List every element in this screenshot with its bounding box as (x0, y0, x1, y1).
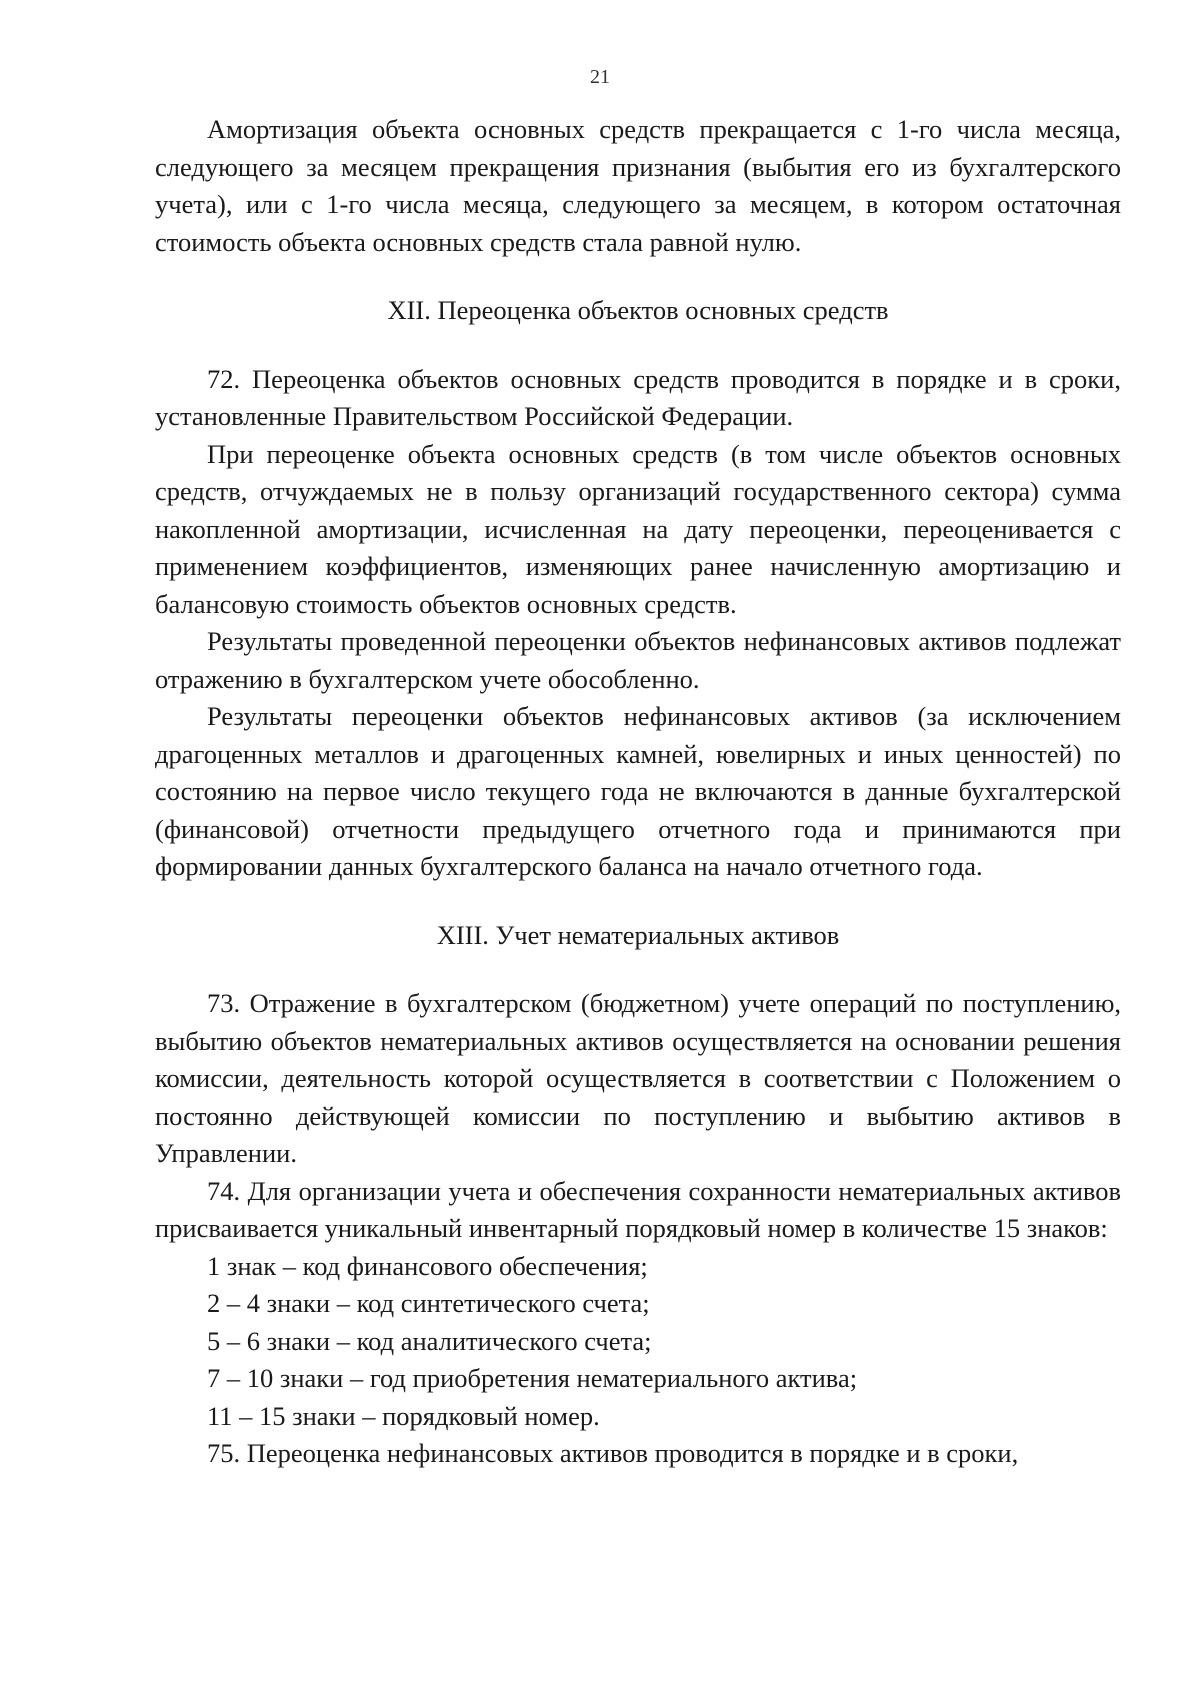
document-body (155, 111, 1121, 1473)
paragraph-72: 72. Переоценка объектов основных средств проводится в порядке и в сроки, установленные Правительством Российской Федерации. (155, 363, 1121, 431)
paragraph-73: 73. Отражение в бухгалтерском (бюджетном) учете операций по поступлению, выбытию объектов нематериальных активов осуществляется на основании решения комиссии, деятельность которой осуществляется в соответствии с Положением о постоянно действующей комиссии по поступлению и выбытию активов в Управлении. (155, 988, 1121, 1168)
paragraph-72-results-reporting: Результаты переоценки объектов нефинансовых активов (за исключением драгоценных металлов и драгоценных камней, ювелирных и иных ценностей) по состоянию на первое число текущего года не включаются в данные бухгалтерской (финансовой) отчетности предыдущего отчетного года и принимаются при формировании данных бухгалтерского баланса на начало отчетного года. (155, 701, 1121, 881)
section-heading-xiii: XIII. Учет нематериальных активов (436, 919, 840, 950)
paragraph-75: 75. Переоценка нефинансовых активов проводится в порядке и в сроки, (207, 1438, 1019, 1468)
list-item: 5 – 6 знаки – код аналитического счета; (207, 1325, 652, 1356)
paragraph-72-revaluation-depreciation: При переоценке объекта основных средств (в том числе объектов основных средств, отчуждаемых не в пользу организаций государственного сектора) сумма накопленной амортизации, исчисленная на дату переоценки, переоценивается с применением коэффициентов, изменяющих ранее начисленную амортизацию и балансовую стоимость объектов основных средств. (155, 438, 1121, 619)
list-item: 1 знак – код финансового обеспечения; (207, 1250, 648, 1281)
list-item: 7 – 10 знаки – год приобретения нематериального актива; (207, 1363, 858, 1393)
list-item: 2 – 4 знаки – код синтетического счета; (207, 1288, 650, 1318)
section-heading-xii: XII. Переоценка объектов основных средств (387, 295, 889, 325)
paragraph-72-results-separately: Результаты проведенной переоценки объектов нефинансовых активов подлежат отражению в бухгалтерском учете обособленно. (155, 626, 1121, 694)
page-number: 21 (590, 66, 610, 88)
paragraph-74: 74. Для организации учета и обеспечения сохранности нематериальных активов присваивается уникальный инвентарный порядковый номер в количестве 15 знаков: (155, 1175, 1121, 1243)
list-item: 11 – 15 знаки – порядковый номер. (207, 1400, 600, 1431)
paragraph-depreciation-end: Амортизация объекта основных средств прекращается с 1-го числа месяца, следующего за месяцем прекращения признания (выбытия его из бухгалтерского учета), или с 1-го числа месяца, следующего за месяцем, в котором остаточная стоимость объекта основных средств стала равной нулю. (155, 114, 1121, 257)
inventory-code-list (155, 1248, 1121, 1436)
